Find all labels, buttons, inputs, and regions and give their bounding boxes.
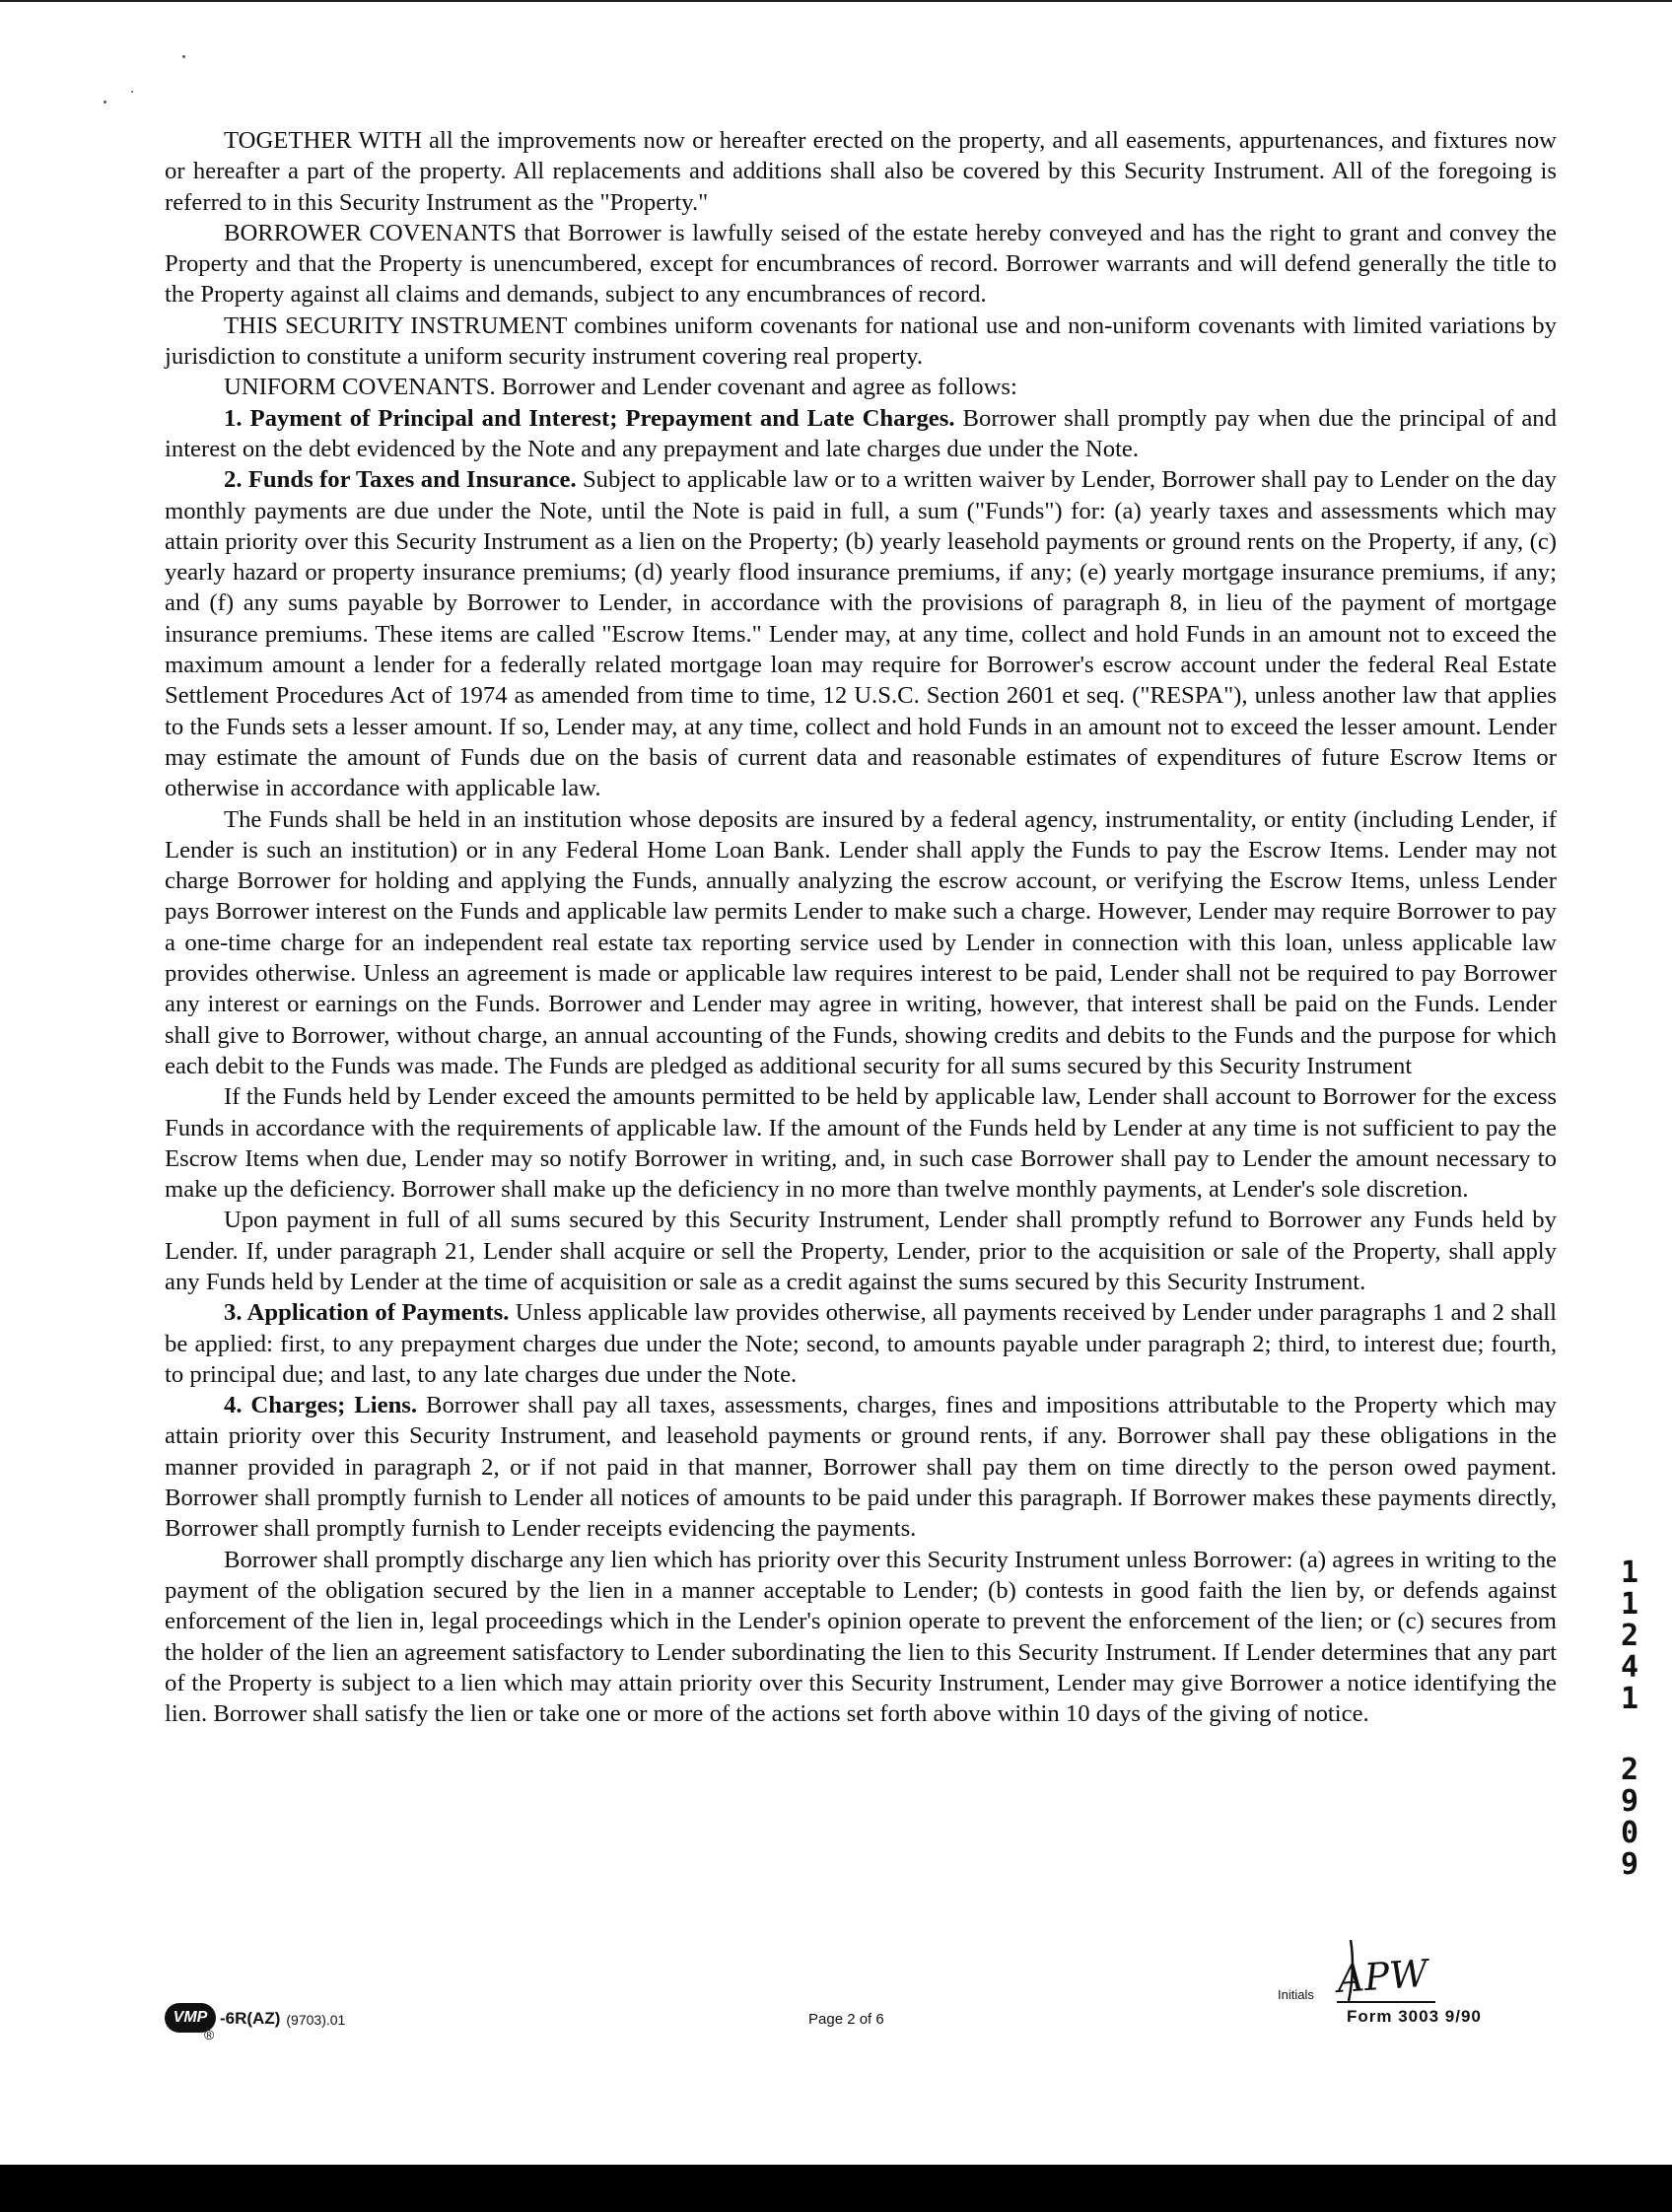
top-border bbox=[0, 0, 1672, 2]
form-number: Form 3003 9/90 bbox=[1347, 2007, 1482, 2026]
form-code: -6R(AZ) bbox=[220, 2009, 281, 2028]
paragraph-together-with: TOGETHER WITH all the improvements now or hereafter erected on the property, and all easements, appurtenances, and fixtures now or hereafter a part of the property. All replacements and additions shall also be covered by this Security Instrument. All of the foregoing is referred to in this Security Instrument as the "Property." bbox=[165, 127, 1557, 216]
recording-number-bottom: 2 9 0 9 bbox=[1620, 1753, 1639, 1882]
section-heading: 2. Funds for Taxes and Insurance. bbox=[224, 466, 577, 494]
scan-bottom-border bbox=[0, 2165, 1672, 2212]
recording-number-top: 1 1 2 4 1 bbox=[1620, 1555, 1639, 1716]
section-heading: 1. Payment of Principal and Interest; Prepayment and Late Charges. bbox=[224, 404, 955, 432]
form-version: (9703).01 bbox=[286, 2012, 346, 2028]
initials-signature bbox=[1331, 1932, 1439, 2011]
paragraph-discharge-lien: Borrower shall promptly discharge any lien which has priority over this Security Instrument unless Borrower: (a) agrees in writing to the payment of the obligation secured by the lien in a manner acceptable to Lender; (b) contests in good faith the lien by, or defends against enforcement of the lien in, legal proceedings which in the Lender's opinion operate to prevent the enforcement of the lien; or (c) secures from the holder of the lien an agreement satisfactory to Lender subordinating the lien to this Security Instrument. If Lender determines that any part of the Property is subject to a lien which may attain priority over this Security Instrument, Lender may give Borrower a notice identifying the lien. Borrower shall satisfy the lien or take one or more of the actions set forth above within 10 days of the giving of notice. bbox=[165, 1546, 1557, 1728]
paragraph-borrower-covenants: BORROWER COVENANTS that Borrower is lawfully seised of the estate hereby conveyed and has the right to grant and convey the Property and that the Property is unencumbered, except for encumbrances of record. Borrower warrants and will defend generally the title to the Property against all claims and demands, subject to any encumbrances of record. bbox=[165, 219, 1557, 309]
paragraph-funds-for-taxes: 2. Funds for Taxes and Insurance. Subject to applicable law or to a written waiver by Lender, Borrower shall pay to Lender on the day monthly payments are due under the Note, until the Note is paid in full, a sum ("Funds") for: (a) yearly taxes and assessments which may attain priority over this Security Instrument as a lien on the Property; (b) yearly leasehold payments or ground rents on the Property, if any, (c) yearly hazard or property insurance premiums; (d) yearly flood insurance premiums, if any; (e) yearly mortgage insurance premiums, if any; and (f) any sums payable by Borrower to Lender, in accordance with the provisions of paragraph 8, in lieu of the payment of mortgage insurance premiums. These items are called "Escrow Items." Lender may, at any time, collect and hold Funds in an amount not to exceed the maximum amount a lender for a federally related mortgage loan may require for Borrower's escrow account under the federal Real Estate Settlement Procedures Act of 1974 as amended from time to time, 12 U.S.C. Section 2601 et seq. ("RESPA"), unless another law that applies to the Funds sets a lesser amount. If so, Lender may, at any time, collect and hold Funds in an amount not to exceed the lesser amount. Lender may estimate the amount of Funds due on the basis of current data and reasonable estimates of expenditures of future Escrow Items or otherwise in accordance with applicable law. bbox=[165, 466, 1557, 802]
section-heading: 4. Charges; Liens. bbox=[224, 1392, 418, 1419]
page-number: Page 2 of 6 bbox=[808, 2011, 884, 2028]
paragraph-application-of-payments: 3. Application of Payments. Unless applicable law provides otherwise, all payments received by Lender under paragraphs 1 and 2 shall be applied: first, to any prepayment charges due under the Note; second, to amounts payable under paragraph 2; third, to interest due; fourth, to principal due; and last, to any late charges due under the Note. bbox=[165, 1299, 1558, 1388]
scan-speck bbox=[104, 101, 106, 104]
vmp-logo: VMP bbox=[165, 2003, 216, 2033]
initials-line bbox=[1337, 2001, 1435, 2003]
initials-label: Initials bbox=[1278, 1987, 1314, 2002]
form-identifier bbox=[165, 2003, 345, 2042]
document-body bbox=[165, 125, 1557, 1729]
paragraph-excess-funds: If the Funds held by Lender exceed the amounts permitted to be held by applicable law, Lender shall account to Borrower for the excess Funds in accordance with the requirements of applicable law. If the amount of the Funds held by Lender at any time is not sufficient to pay the Escrow Items when due, Lender may so notify Borrower in writing, and, in such case Borrower shall pay to Lender the amount necessary to make up the deficiency. Borrower shall make up the deficiency in no more than twelve monthly payments, at Lender's sole discretion. bbox=[165, 1083, 1557, 1204]
paragraph-refund: Upon payment in full of all sums secured by this Security Instrument, Lender shall promptly refund to Borrower any Funds held by Lender. If, under paragraph 21, Lender shall acquire or sell the Property, Lender, prior to the acquisition or sale of the Property, shall apply any Funds held by Lender at the time of acquisition or sale as a credit against the sums secured by this Security Instrument. bbox=[165, 1207, 1557, 1295]
initials-signature-text: APW bbox=[1335, 1951, 1429, 2002]
paragraph-uniform-covenants: UNIFORM COVENANTS. Borrower and Lender covenant and agree as follows: bbox=[224, 374, 1017, 401]
paragraph-security-instrument: THIS SECURITY INSTRUMENT combines uniform covenants for national use and non-uniform covenants with limited variations by jurisdiction to constitute a uniform security instrument covering real property. bbox=[165, 311, 1557, 371]
section-heading: 3. Application of Payments. bbox=[224, 1299, 510, 1327]
paragraph-funds-held: The Funds shall be held in an institution whose deposits are insured by a federal agency, instrumentality, or entity (including Lender, if Lender is such an institution) or in any Federal Home Loan Bank. Lender shall apply the Funds to pay the Escrow Items. Lender may not charge Borrower for holding and applying the Funds, annually analyzing the escrow account, or verifying the Escrow Items, unless Lender pays Borrower interest on the Funds and applicable law permits Lender to make such a charge. However, Lender may require Borrower to pay a one-time charge for an independent real estate tax reporting service used by Lender in connection with this loan, unless applicable law provides otherwise. Unless an agreement is made or applicable law requires interest to be paid, Lender shall not be required to pay Borrower any interest or earnings on the Funds. Borrower and Lender may agree in writing, however, that interest shall be paid on the Funds. Lender shall give to Borrower, without charge, an annual accounting of the Funds, showing credits and debits to the Funds and the purpose for which each debit to the Funds was made. The Funds are pledged as additional security for all sums secured by this Security Instrument bbox=[165, 805, 1557, 1079]
scan-speck bbox=[182, 55, 185, 58]
scan-speck bbox=[131, 91, 133, 93]
registered-mark: ® bbox=[204, 2027, 215, 2042]
paragraph-charges-liens: 4. Charges; Liens. Borrower shall pay all taxes, assessments, charges, fines and impositions attributable to the Property which may attain priority over this Security Instrument, and leasehold payments or ground rents, if any. Borrower shall pay these obligations in the manner provided in paragraph 2, or if not paid in that manner, Borrower shall pay them on time directly to the person owed payment. Borrower shall promptly furnish to Lender all notices of amounts to be paid under this paragraph. If Borrower makes these payments directly, Borrower shall promptly furnish to Lender receipts evidencing the payments. bbox=[165, 1392, 1557, 1543]
paragraph-payment-of-principal: 1. Payment of Principal and Interest; Prepayment and Late Charges. Borrower shall promptly pay when due the principal of and interest on the debt evidenced by the Note and any prepayment and late charges due under the Note. bbox=[165, 404, 1557, 462]
